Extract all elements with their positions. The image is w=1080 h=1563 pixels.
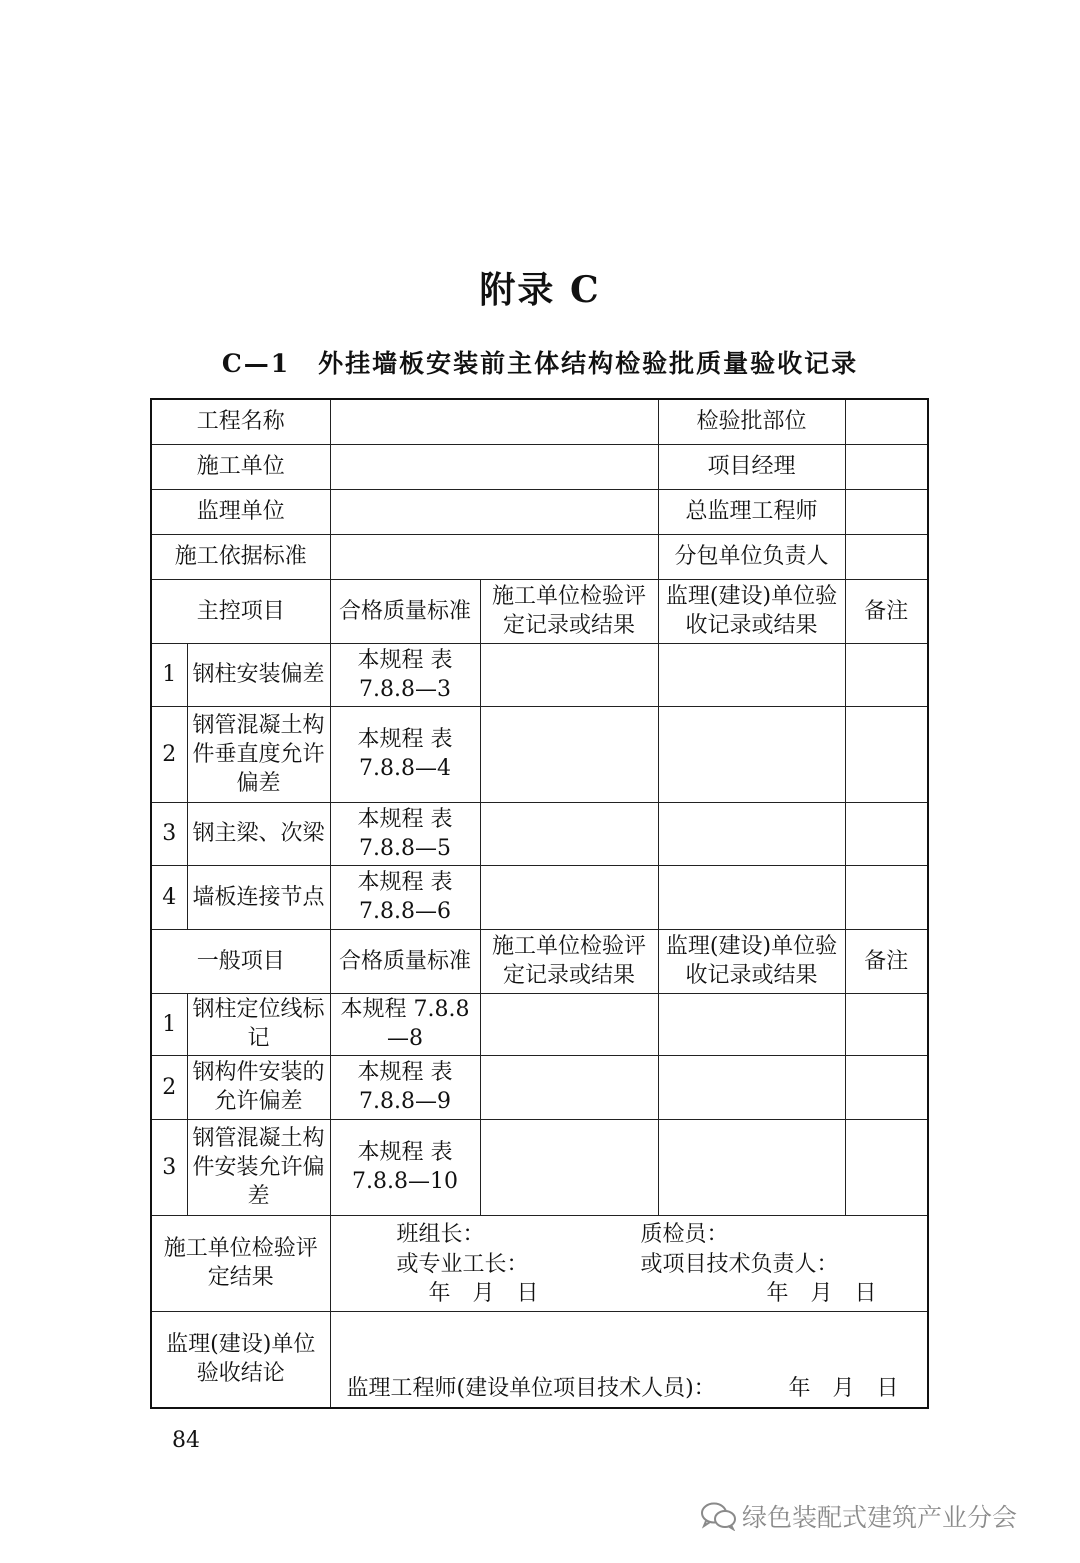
remark-cell[interactable] xyxy=(845,993,928,1055)
tech-lead-label: 或项目技术负责人： xyxy=(640,1251,839,1277)
header-label: 施工单位 xyxy=(151,444,330,489)
row-number: 2 xyxy=(151,1055,187,1119)
supervision-record-cell[interactable] xyxy=(658,802,845,865)
construction-record-cell[interactable] xyxy=(480,643,658,706)
quality-standard: 本规程 表 7.8.8—5 xyxy=(330,802,480,865)
header-row xyxy=(151,489,928,534)
quality-standard: 本规程 表 7.8.8—4 xyxy=(330,706,480,802)
header-value[interactable] xyxy=(330,444,658,489)
row-number: 1 xyxy=(151,993,187,1055)
header-label: 施工依据标准 xyxy=(151,534,330,579)
item-name: 钢管混凝土构件垂直度允许偏差 xyxy=(187,706,330,802)
appendix-title: 附录 C xyxy=(479,269,601,311)
supervision-date: 年 月 日 xyxy=(788,1375,899,1401)
column-heading: 备注 xyxy=(845,929,928,993)
header-label: 监理单位 xyxy=(151,489,330,534)
remark-cell[interactable] xyxy=(845,706,928,802)
remark-cell[interactable] xyxy=(845,1119,928,1215)
inspector-label: 质检员： xyxy=(640,1221,729,1247)
watermark xyxy=(700,1498,1017,1537)
date-left: 年 月 日 xyxy=(428,1280,539,1306)
row-number: 3 xyxy=(151,1119,187,1215)
quality-standard: 本规程 表 7.8.8—10 xyxy=(330,1119,480,1215)
quality-standard: 本规程 7.8.8—8 xyxy=(330,993,480,1055)
item-name: 钢柱安装偏差 xyxy=(187,643,330,706)
header-row xyxy=(151,534,928,579)
supervision-record-cell[interactable] xyxy=(658,643,845,706)
header-row xyxy=(151,399,928,444)
item-name: 钢柱定位线标记 xyxy=(187,993,330,1055)
supervision-record-cell[interactable] xyxy=(658,1119,845,1215)
column-heading: 施工单位检验评定记录或结果 xyxy=(480,579,658,643)
quality-standard: 本规程 表 7.8.8—3 xyxy=(330,643,480,706)
watermark-text: 绿色装配式建筑产业分会 xyxy=(742,1503,1018,1532)
supervision-conclusion-sign-area[interactable] xyxy=(330,1311,928,1408)
header-value[interactable] xyxy=(845,534,928,579)
acceptance-record-table xyxy=(150,398,929,1409)
quality-standard: 本规程 表 7.8.8—6 xyxy=(330,865,480,929)
supervision-record-cell[interactable] xyxy=(658,1055,845,1119)
header-label: 总监理工程师 xyxy=(658,489,845,534)
column-heading: 合格质量标准 xyxy=(330,579,480,643)
remark-cell[interactable] xyxy=(845,802,928,865)
header-value[interactable] xyxy=(330,489,658,534)
supervision-conclusion-label: 监理(建设)单位验收结论 xyxy=(151,1311,330,1408)
header-label: 检验批部位 xyxy=(658,399,845,444)
supervision-record-cell[interactable] xyxy=(658,993,845,1055)
construction-result-row xyxy=(151,1215,928,1311)
construction-result-label: 施工单位检验评定结果 xyxy=(151,1215,330,1311)
sign-area xyxy=(331,1216,928,1311)
main-control-header-row xyxy=(151,579,928,643)
header-value[interactable] xyxy=(845,444,928,489)
construction-record-cell[interactable] xyxy=(480,802,658,865)
remark-cell[interactable] xyxy=(845,1055,928,1119)
remark-cell[interactable] xyxy=(845,643,928,706)
supervision-record-cell[interactable] xyxy=(658,706,845,802)
supervision-conclusion-row xyxy=(151,1311,928,1408)
table-title-text: 外挂墙板安装前主体结构检验批质量验收记录 xyxy=(318,349,859,378)
wechat-icon xyxy=(700,1501,738,1537)
table-row xyxy=(151,1055,928,1119)
remark-cell[interactable] xyxy=(845,865,928,929)
item-name: 钢管混凝土构件安装允许偏差 xyxy=(187,1119,330,1215)
supervision-record-cell[interactable] xyxy=(658,865,845,929)
section-heading: 一般项目 xyxy=(151,929,330,993)
table-number: C—1 xyxy=(221,349,291,378)
header-value[interactable] xyxy=(845,399,928,444)
construction-record-cell[interactable] xyxy=(480,1119,658,1215)
page-number: 84 xyxy=(172,1428,200,1453)
header-label: 项目经理 xyxy=(658,444,845,489)
table-row xyxy=(151,865,928,929)
header-value[interactable] xyxy=(330,399,658,444)
row-number: 1 xyxy=(151,643,187,706)
header-value[interactable] xyxy=(330,534,658,579)
date-right: 年 月 日 xyxy=(766,1280,877,1306)
column-heading: 备注 xyxy=(845,579,928,643)
column-heading: 施工单位检验评定记录或结果 xyxy=(480,929,658,993)
header-value[interactable] xyxy=(845,489,928,534)
sign-area xyxy=(331,1312,928,1408)
construction-record-cell[interactable] xyxy=(480,865,658,929)
table-row xyxy=(151,993,928,1055)
item-name: 墙板连接节点 xyxy=(187,865,330,929)
item-name: 钢主梁、次梁 xyxy=(187,802,330,865)
table-row xyxy=(151,643,928,706)
construction-record-cell[interactable] xyxy=(480,706,658,802)
row-number: 3 xyxy=(151,802,187,865)
header-label: 分包单位负责人 xyxy=(658,534,845,579)
section-heading: 主控项目 xyxy=(151,579,330,643)
construction-record-cell[interactable] xyxy=(480,993,658,1055)
column-heading: 合格质量标准 xyxy=(330,929,480,993)
general-header-row xyxy=(151,929,928,993)
team-leader-label: 班组长： xyxy=(396,1221,485,1247)
construction-record-cell[interactable] xyxy=(480,1055,658,1119)
construction-result-sign-area[interactable] xyxy=(330,1215,928,1311)
table-row xyxy=(151,1119,928,1215)
table-title xyxy=(0,344,1080,380)
row-number: 4 xyxy=(151,865,187,929)
header-row xyxy=(151,444,928,489)
table-row xyxy=(151,802,928,865)
supervisor-signature-label: 监理工程师(建设单位项目技术人员)： xyxy=(346,1375,716,1401)
quality-standard: 本规程 表 7.8.8—9 xyxy=(330,1055,480,1119)
column-heading: 监理(建设)单位验收记录或结果 xyxy=(658,579,845,643)
column-heading: 监理(建设)单位验收记录或结果 xyxy=(658,929,845,993)
table-row xyxy=(151,706,928,802)
item-name: 钢构件安装的允许偏差 xyxy=(187,1055,330,1119)
row-number: 2 xyxy=(151,706,187,802)
header-label: 工程名称 xyxy=(151,399,330,444)
foreman-label: 或专业工长： xyxy=(396,1251,529,1277)
